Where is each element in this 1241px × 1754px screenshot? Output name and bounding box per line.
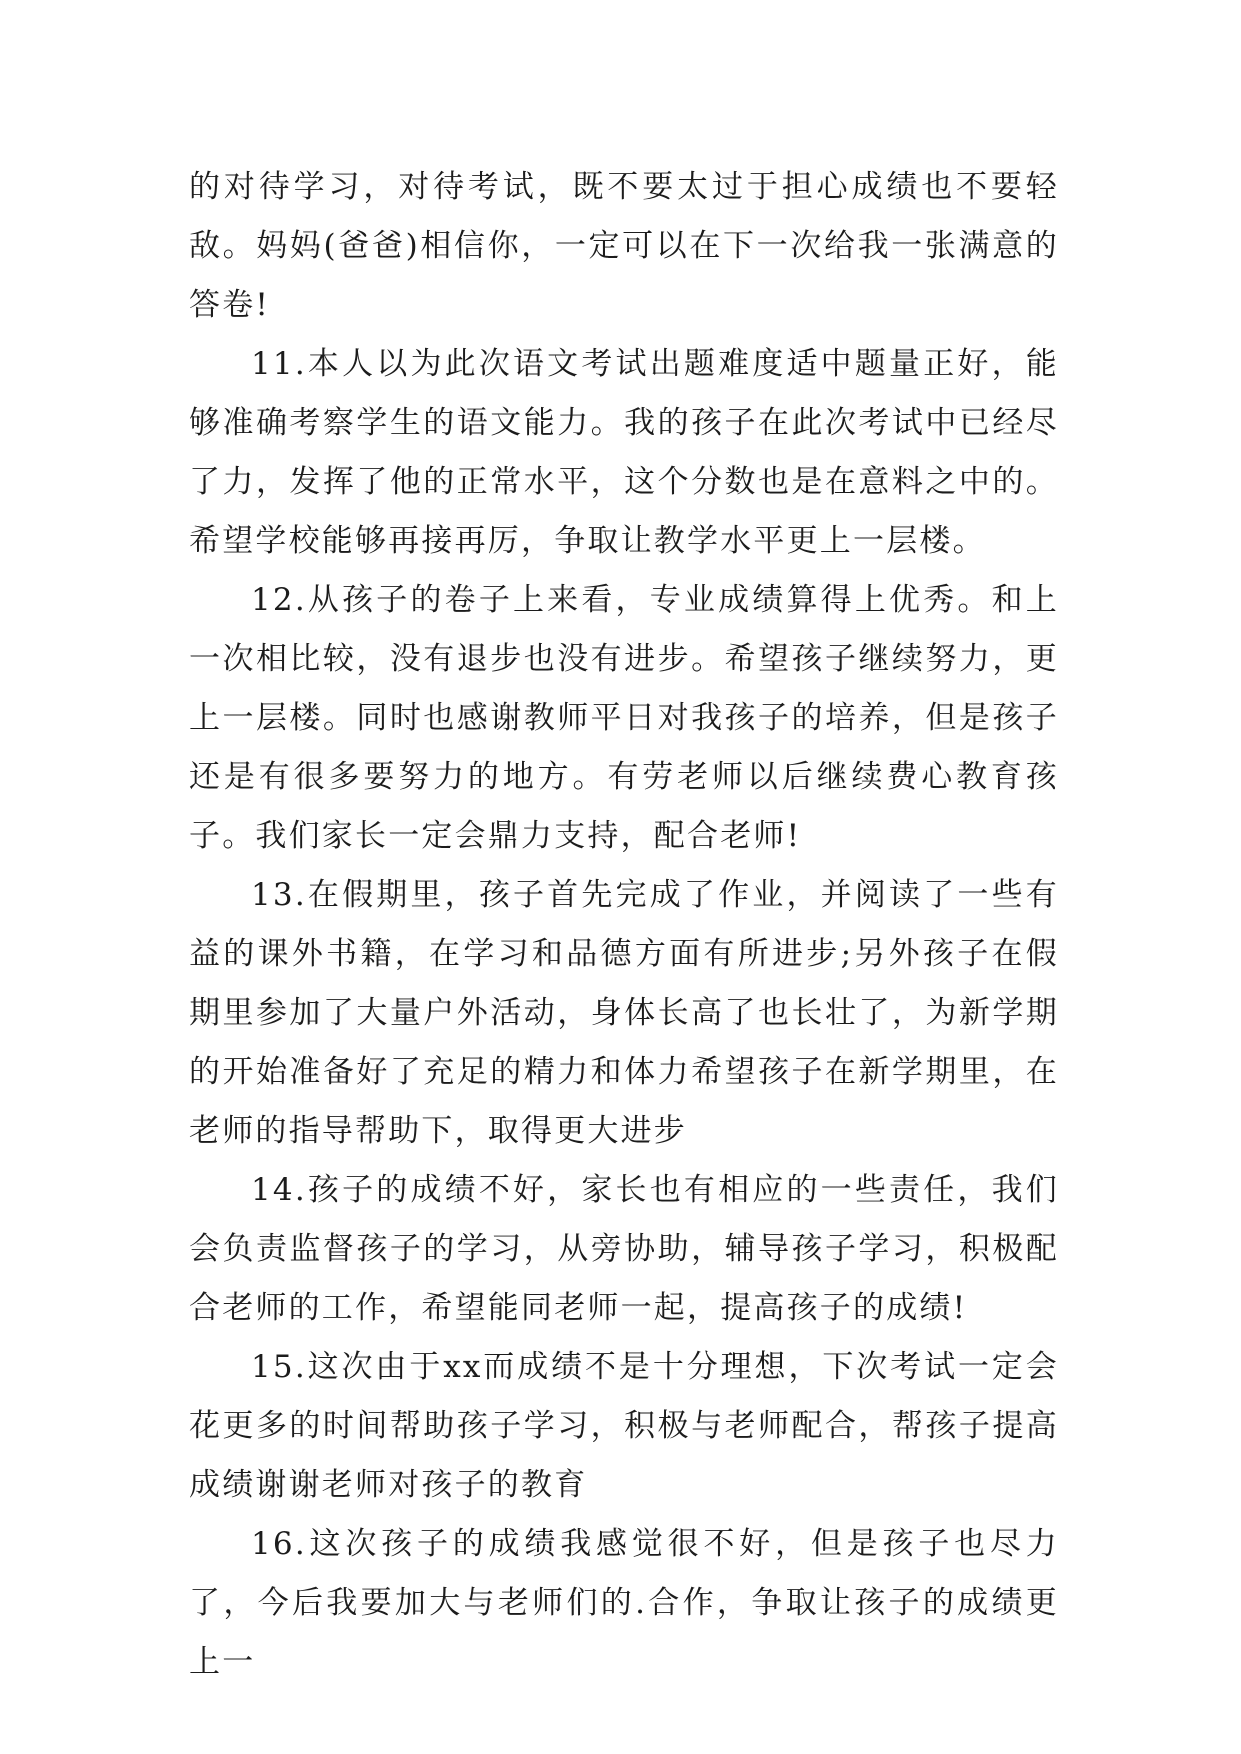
- paragraph-14: 14.孩子的成绩不好，家长也有相应的一些责任，我们会负责监督孩子的学习，从旁协助，辅导孩子学习，积极配合老师的工作，希望能同老师一起，提高孩子的成绩!: [189, 1172, 1059, 1326]
- paragraph-continuation: 的对待学习，对待考试，既不要太过于担心成绩也不要轻敌。妈妈(爸爸)相信你，一定可以在下一次给我一张满意的答卷!: [189, 169, 1059, 323]
- paragraph-16: 16.这次孩子的成绩我感觉很不好，但是孩子也尽力了，今后我要加大与老师们的.合作，争取让孩子的成绩更上一: [189, 1526, 1059, 1680]
- paragraph-12: 12.从孩子的卷子上来看，专业成绩算得上优秀。和上一次相比较，没有退步也没有进步。希望孩子继续努力，更上一层楼。同时也感谢教师平日对我孩子的培养，但是孩子还是有很多要努力的地方。有劳老师以后继续费心教育孩子。我们家长一定会鼎力支持，配合老师!: [189, 582, 1059, 854]
- paragraph-13: 13.在假期里，孩子首先完成了作业，并阅读了一些有益的课外书籍，在学习和品德方面有所进步;另外孩子在假期里参加了大量户外活动，身体长高了也长壮了，为新学期的开始准备好了充足的精力和体力希望孩子在新学期里，在老师的指导帮助下，取得更大进步: [189, 877, 1059, 1149]
- document-page: [189, 158, 1059, 1692]
- paragraph-11: 11.本人以为此次语文考试出题难度适中题量正好，能够准确考察学生的语文能力。我的孩子在此次考试中已经尽了力，发挥了他的正常水平，这个分数也是在意料之中的。希望学校能够再接再厉，争取让教学水平更上一层楼。: [189, 346, 1059, 559]
- paragraph-15: 15.这次由于xx而成绩不是十分理想，下次考试一定会花更多的时间帮助孩子学习，积极与老师配合，帮孩子提高成绩谢谢老师对孩子的教育: [189, 1349, 1059, 1503]
